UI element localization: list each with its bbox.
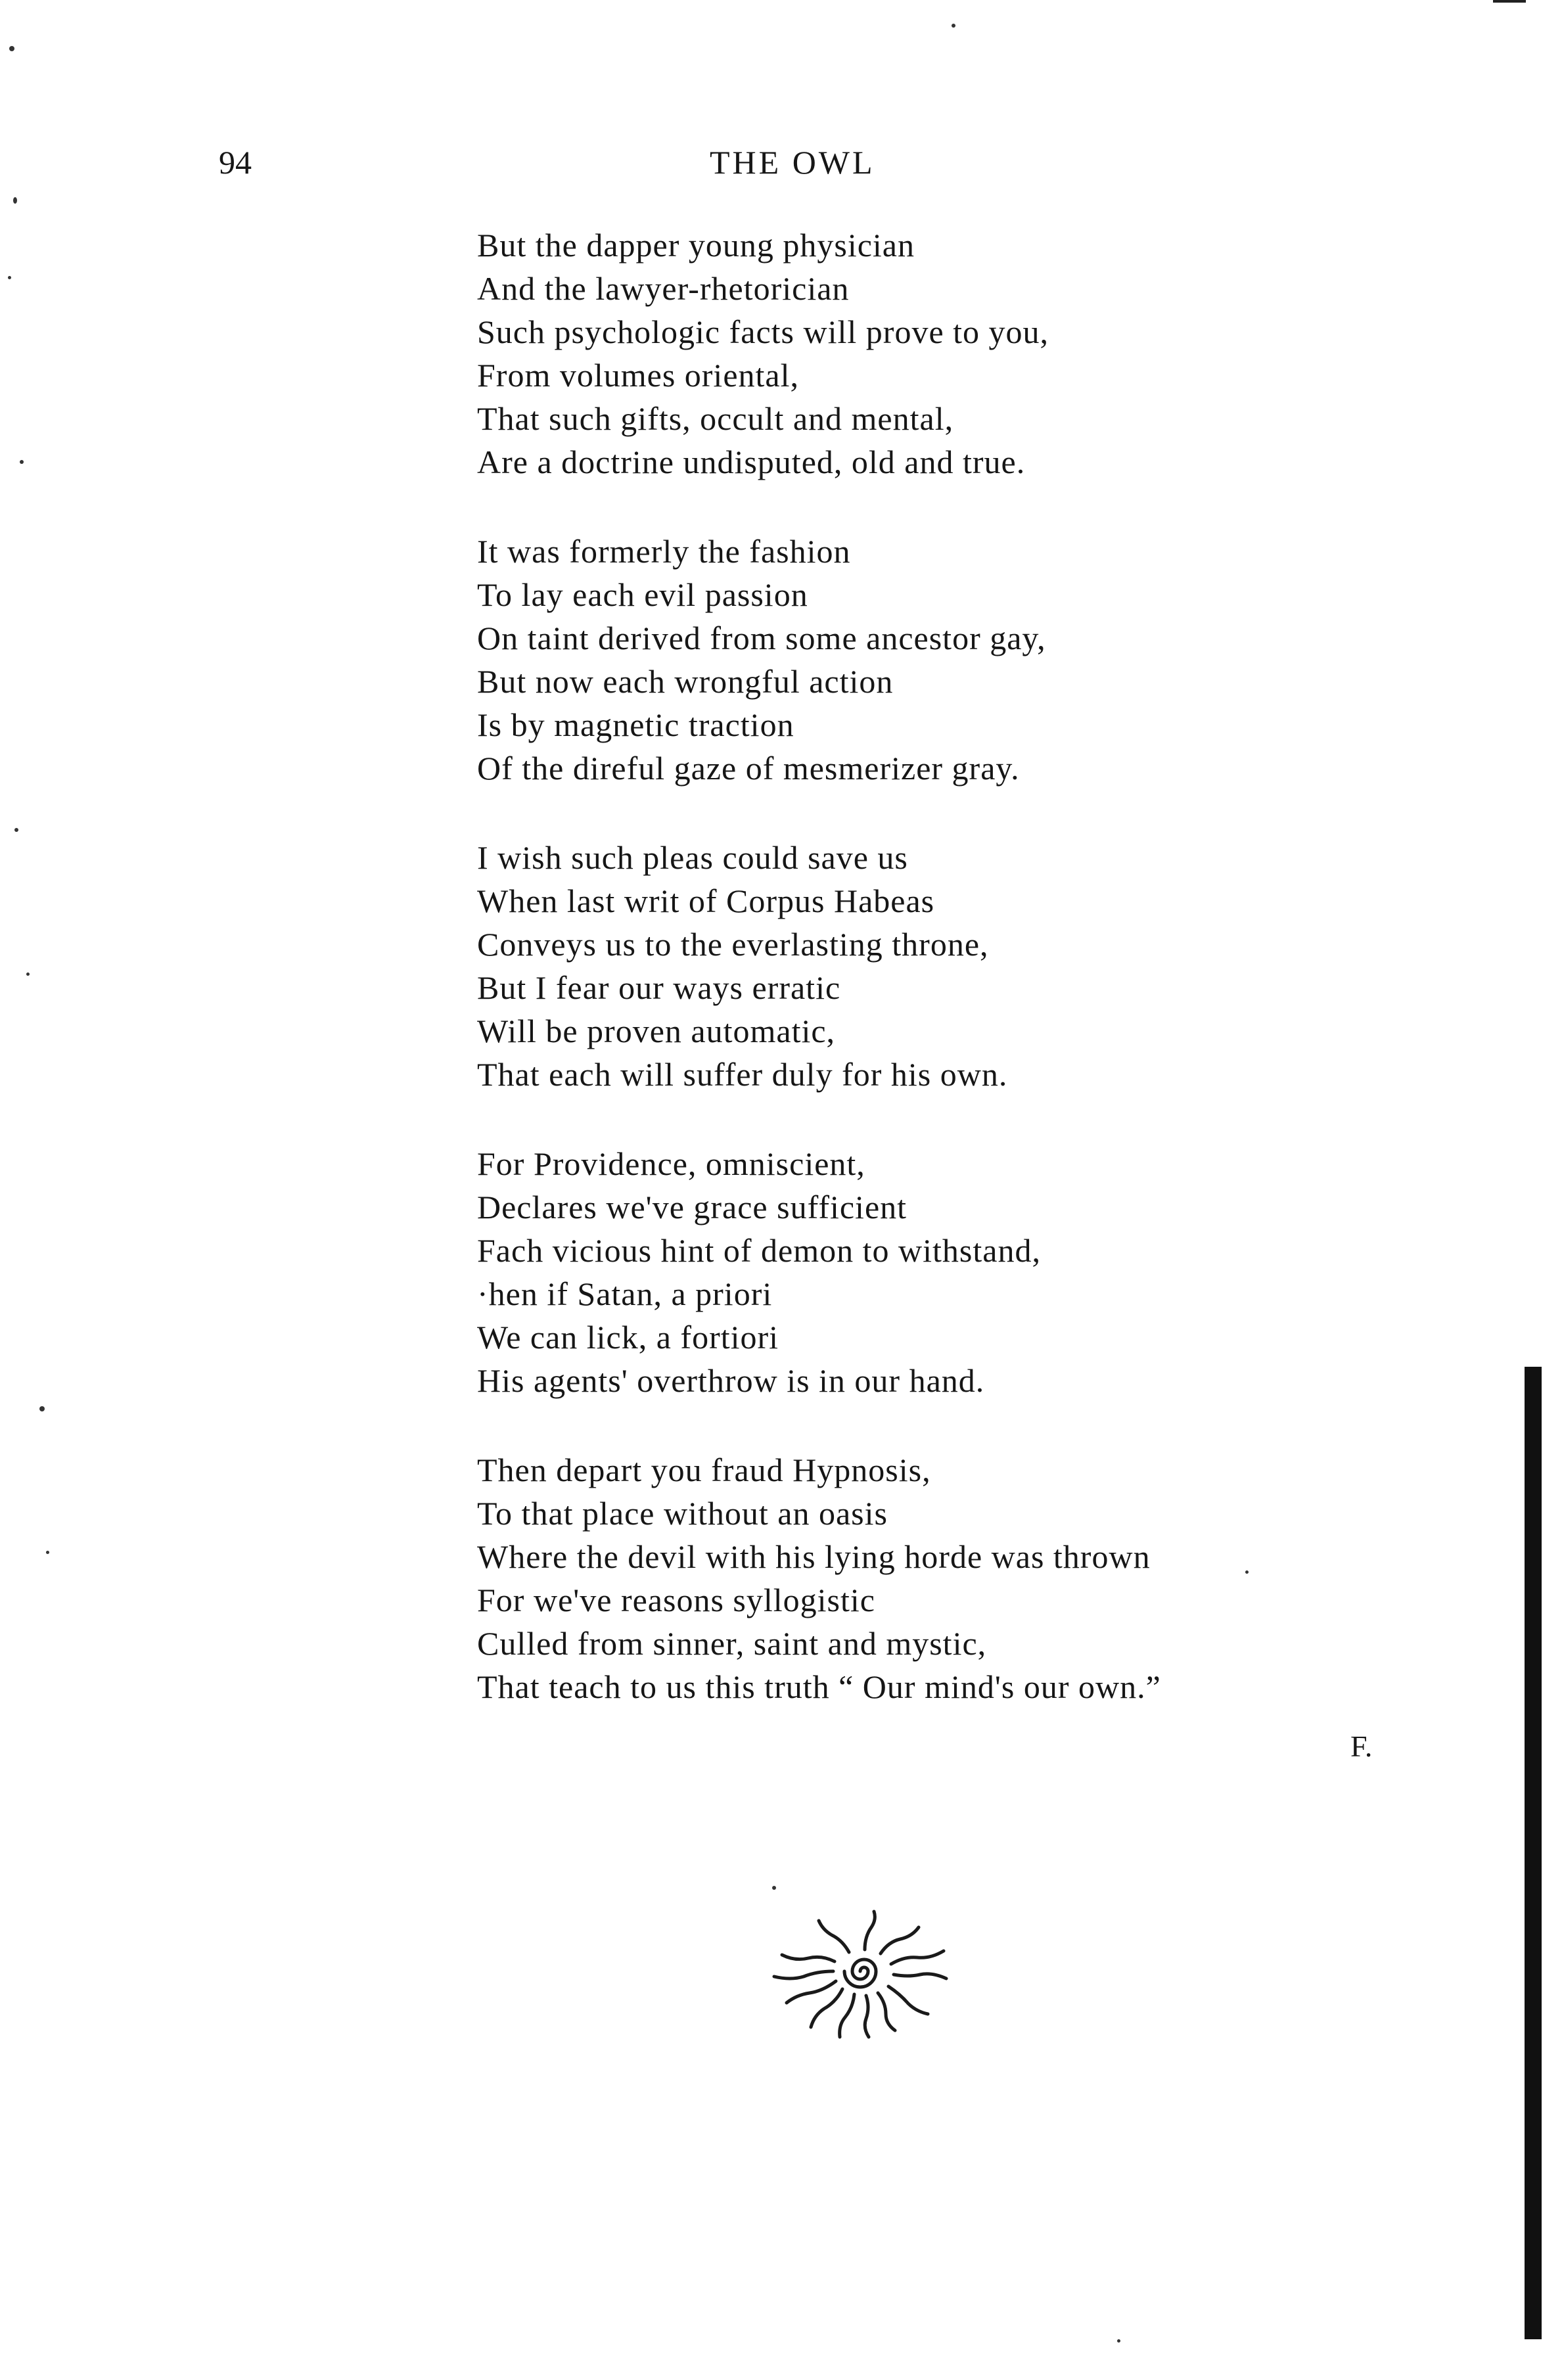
poem-line: For we've reasons syllogistic (477, 1582, 875, 1618)
poem-line: But now each wrongful action (477, 663, 894, 700)
scan-speck (39, 1406, 45, 1411)
poem-line: Where the devil with his lying horde was thrown (477, 1538, 1151, 1575)
stanza-3 (477, 836, 1364, 1096)
sun-spiral-ornament-icon (756, 1909, 973, 2040)
scan-speck (8, 276, 11, 279)
poem-line: Conveys us to the everlasting throne, (477, 926, 989, 963)
poem-line: Declares we've grace sufficient (477, 1189, 907, 1225)
poem-line: And the lawyer-rhetorician (477, 270, 850, 307)
scan-speck (20, 460, 24, 464)
poem-line: I wish such pleas could save us (477, 839, 908, 876)
edge-mark (1493, 0, 1526, 3)
stanza-4 (477, 1142, 1364, 1402)
poem-line: His agents' overthrow is in our hand. (477, 1362, 985, 1399)
poem-line: Then depart you fraud Hypnosis, (477, 1452, 931, 1488)
poem-line: That each will suffer duly for his own. (477, 1056, 1008, 1093)
poem-line: Culled from sinner, saint and mystic, (477, 1625, 987, 1662)
scan-speck (46, 1551, 49, 1554)
poem-line: That teach to us this truth “ Our mind's our own.” (477, 1668, 1161, 1705)
poem-line: For Providence, omniscient, (477, 1145, 865, 1182)
scan-speck (14, 828, 18, 832)
poem-line: On taint derived from some ancestor gay, (477, 620, 1046, 656)
poem-line: From volumes oriental, (477, 357, 799, 394)
stanza-5 (477, 1448, 1364, 1708)
running-title: THE OWL (710, 144, 875, 181)
page-edge-shadow (1525, 1367, 1542, 2339)
poem-line: ·hen if Satan, a priori (477, 1275, 773, 1312)
stanza-1 (477, 223, 1364, 484)
scan-speck (952, 24, 955, 28)
scan-speck (26, 973, 30, 976)
scan-speck (9, 46, 14, 51)
poem-line: When last writ of Corpus Habeas (477, 882, 935, 919)
scan-speck (13, 197, 17, 204)
scan-speck (772, 1886, 776, 1890)
poem-line: Will be proven automatic, (477, 1013, 836, 1049)
author-signature: F. (1350, 1729, 1373, 1763)
stanza-2 (477, 530, 1364, 790)
poem-line: To that place without an oasis (477, 1495, 888, 1532)
poem-line: But I fear our ways erratic (477, 969, 841, 1006)
poem-line: Of the direful gaze of mesmerizer gray. (477, 750, 1020, 787)
scan-speck (1117, 2339, 1120, 2343)
poem-line: Such psychologic facts will prove to you, (477, 313, 1049, 350)
poem-line: But the dapper young physician (477, 227, 915, 263)
poem-line: We can lick, a fortiori (477, 1319, 779, 1356)
poem (477, 223, 1364, 1754)
poem-line: It was formerly the fashion (477, 533, 851, 570)
page-number: 94 (219, 144, 252, 181)
scan-speck (1245, 1570, 1249, 1574)
poem-line: Is by magnetic traction (477, 706, 794, 743)
poem-line: Fach vicious hint of demon to withstand, (477, 1232, 1041, 1269)
poem-line: To lay each evil passion (477, 576, 808, 613)
poem-line: Are a doctrine undisputed, old and true. (477, 444, 1026, 480)
poem-line: That such gifts, occult and mental, (477, 400, 954, 437)
